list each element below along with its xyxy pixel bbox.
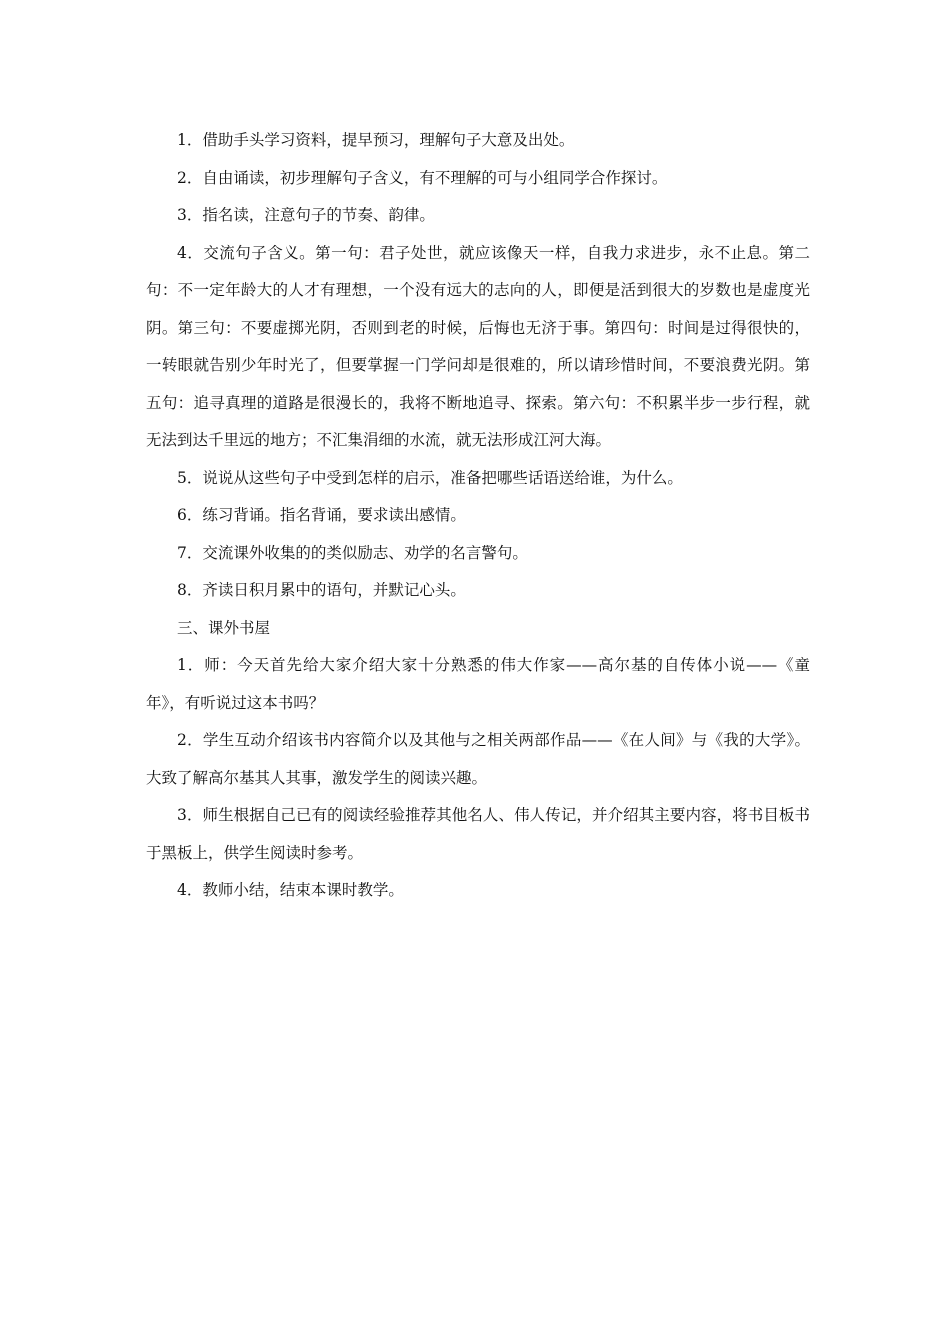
paragraph-reading-2: 2．学生互动介绍该书内容简介以及其他与之相关两部作品——《在人间》与《我的大学》。大致了解高尔基其人其事，激发学生的阅读兴趣。 — [146, 731, 810, 787]
section-heading: 三、课外书屋 — [177, 618, 271, 637]
paragraph-step-7: 7．交流课外收集的的类似励志、劝学的名言警句。 — [177, 543, 528, 562]
paragraph-reading-1: 1．师：今天首先给大家介绍大家十分熟悉的伟大作家——高尔基的自传体小说——《童年》，有听说过这本书吗？ — [146, 656, 810, 712]
paragraph-step-3: 3．指名读，注意句子的节奏、韵律。 — [177, 206, 435, 224]
paragraph-reading-3: 3．师生根据自己已有的阅读经验推荐其他名人、伟人传记，并介绍其主要内容，将书目板书于黑板上，供学生阅读时参考。 — [146, 806, 810, 862]
paragraph-step-6: 6．练习背诵。指名背诵，要求读出感情。 — [177, 506, 466, 524]
paragraph-step-8: 8．齐读日积月累中的语句，并默记心头。 — [177, 581, 466, 599]
document-body — [146, 122, 810, 910]
paragraph-step-2: 2．自由诵读，初步理解句子含义，有不理解的可与小组同学合作探讨。 — [177, 168, 668, 187]
paragraph-reading-4: 4．教师小结，结束本课时教学。 — [177, 881, 404, 899]
paragraph-step-4: 4．交流句子含义。第一句：君子处世，就应该像天一样，自我力求进步，永不止息。第二句：不一定年龄大的人才有理想，一个没有远大的志向的人，即便是活到很大的岁数也是虚度光阴。第三句：不要虚掷光阴，否则到老的时候，后悔也无济于事。第四句：时间是过得很快的，一转眼就告别少年时光了，但要掌握一门学问却是很难的，所以请珍惜时间，不要浪费光阴。第五句：追寻真理的道路是很漫长的，我将不断地追寻、探索。第六句：不积累半步一步行程，就无法到达千里远的地方；不汇集涓细的水流，就无法形成江河大海。 — [146, 243, 810, 449]
paragraph-step-5: 5．说说从这些句子中受到怎样的启示，准备把哪些话语送给谁，为什么。 — [177, 468, 683, 487]
paragraph-step-1: 1．借助手头学习资料，提早预习，理解句子大意及出处。 — [177, 131, 575, 149]
